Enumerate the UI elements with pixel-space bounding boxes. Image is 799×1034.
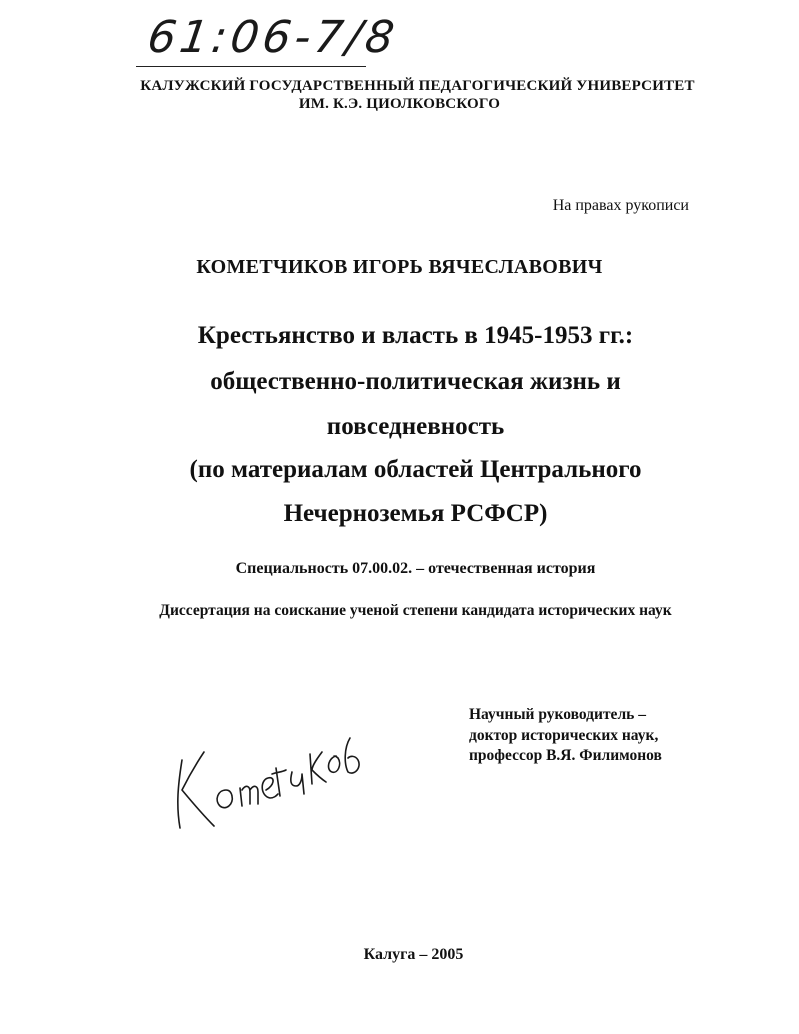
manuscript-rights-note: На правах рукописи bbox=[552, 197, 689, 214]
title-line-5: Нечерноземья РСФСР) bbox=[283, 500, 548, 527]
archive-code-handwritten: 61:06-7/8 bbox=[144, 12, 402, 63]
title-line-2: общественно-политическая жизнь и bbox=[210, 368, 621, 395]
specialty-line: Специальность 07.00.02. – отечественная история bbox=[235, 560, 596, 577]
title-line-3: повседневность bbox=[326, 413, 505, 440]
archive-code-underline bbox=[136, 66, 366, 67]
title-line-4: (по материалам областей Центрального bbox=[189, 456, 642, 483]
supervisor-degree: доктор исторических наук, bbox=[469, 727, 659, 744]
title-line-1: Крестьянство и власть в 1945-1953 гг.: bbox=[197, 322, 634, 349]
author-name: КОМЕТЧИКОВ ИГОРЬ ВЯЧЕСЛАВОВИЧ bbox=[196, 256, 603, 278]
supervisor-name: профессор В.Я. Филимонов bbox=[469, 747, 662, 764]
supervisor-label: Научный руководитель – bbox=[469, 706, 646, 723]
author-signature bbox=[168, 690, 398, 840]
dissertation-degree-line: Диссертация на соискание ученой степени кандидата исторических наук bbox=[159, 602, 672, 619]
university-name: КАЛУЖСКИЙ ГОСУДАРСТВЕННЫЙ ПЕДАГОГИЧЕСКИЙ УНИВЕРСИТЕТ bbox=[140, 78, 695, 94]
university-named-after: ИМ. К.Э. ЦИОЛКОВСКОГО bbox=[298, 96, 501, 112]
city-year: Калуга – 2005 bbox=[363, 946, 464, 963]
